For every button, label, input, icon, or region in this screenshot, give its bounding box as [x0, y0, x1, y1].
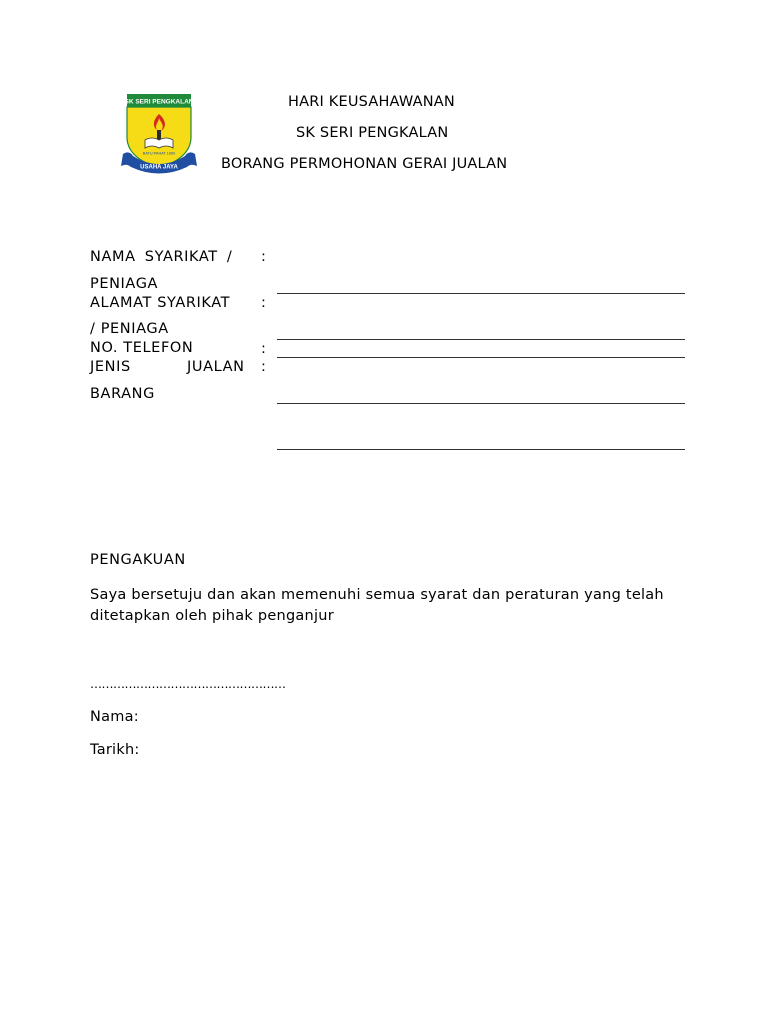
header-form-title: BORANG PERMOHONAN GERAI JUALAN: [221, 156, 508, 172]
crest-motto-small: BATU PAHAT 1969: [142, 151, 176, 156]
tarikh-label: Tarikh:: [90, 742, 140, 758]
nama-syarikat-field-line[interactable]: [277, 293, 685, 294]
header-title: HARI KEUSAHAWANAN: [288, 94, 455, 110]
pengakuan-text: [90, 585, 690, 627]
jenis-jualan-field-line-2[interactable]: [277, 449, 685, 450]
nama-syarikat-label: NAMA SYARIKAT /: [90, 249, 233, 265]
alamat-syarikat-colon: :: [261, 295, 266, 311]
jenis-jualan-colon: :: [261, 359, 266, 375]
crest-top-text: SK SERI PENGKALAN: [124, 98, 194, 106]
signature-line[interactable]: ……………………………………………: [90, 677, 286, 691]
header-school-name: SK SERI PENGKALAN: [296, 125, 449, 141]
no-telefon-colon: :: [261, 341, 266, 357]
crest-ribbon-text: USAHA JAYA: [140, 164, 178, 171]
jenis-jualan-label-cont: BARANG: [90, 386, 155, 402]
jenis-jualan-field-line-1[interactable]: [277, 403, 685, 404]
no-telefon-label: NO. TELEFON: [90, 340, 194, 356]
pengakuan-heading: PENGAKUAN: [90, 552, 186, 568]
pengakuan-text-line-1: Saya bersetuju dan akan memenuhi semua syarat dan peraturan yang telah: [90, 587, 664, 603]
school-crest-logo: [121, 92, 201, 178]
jenis-jualan-label-2: JUALAN: [187, 359, 245, 375]
pengakuan-text-line-2: ditetapkan oleh pihak penganjur: [90, 608, 334, 624]
nama-label: Nama:: [90, 709, 139, 725]
nama-syarikat-label-cont: PENIAGA: [90, 276, 159, 292]
alamat-syarikat-field-line[interactable]: [277, 339, 685, 340]
jenis-jualan-label: JENIS: [90, 359, 131, 375]
nama-syarikat-colon: :: [261, 249, 266, 265]
alamat-syarikat-label: ALAMAT SYARIKAT: [90, 295, 231, 311]
alamat-syarikat-label-cont: / PENIAGA: [90, 321, 169, 337]
no-telefon-field-line[interactable]: [277, 357, 685, 358]
